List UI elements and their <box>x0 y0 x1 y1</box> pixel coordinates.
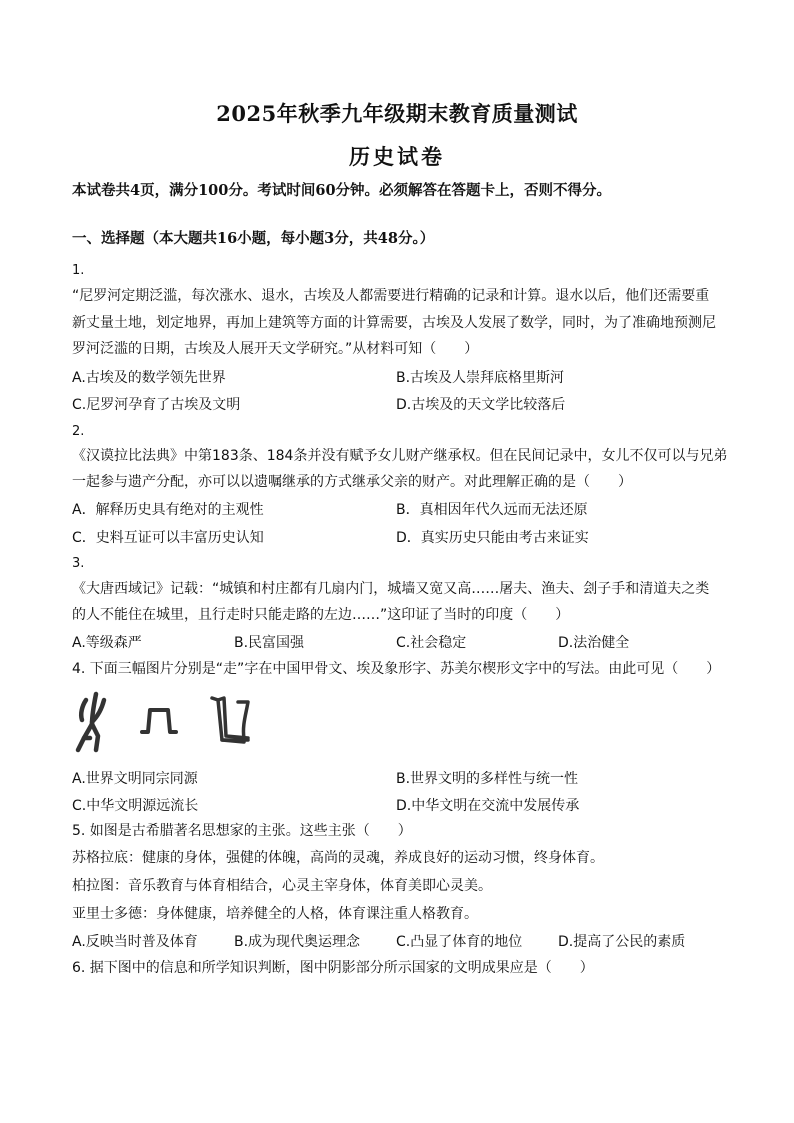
question-number: 1. <box>72 263 85 278</box>
option-a: A.世界文明同宗同源 <box>72 771 198 787</box>
question-text: 罗河泛滥的日期，古埃及人展开天文学研究。”从材料可知（ ） <box>72 341 479 357</box>
option-b: B.成为现代奥运理念 <box>234 934 361 950</box>
option-c: C.凸显了体育的地位 <box>396 934 523 950</box>
question-text: 的人不能住在城里，且行走时只能走路的左边……”这印证了当时的印度（ ） <box>72 607 570 623</box>
ancient-script-illustration <box>72 688 272 760</box>
question-text: 6. 据下图中的信息和所学知识判断，图中阴影部分所示国家的文明成果应是（ ） <box>72 960 594 976</box>
option-d: D．真实历史只能由考古来证实 <box>396 530 589 546</box>
quote-aristotle: 亚里士多德：身体健康，培养健全的人格，体育课注重人格教育。 <box>72 906 478 922</box>
question-text: 新丈量土地，划定地界，再加上建筑等方面的计算需要，古埃及人发展了数学，同时，为了准确地预测尼 <box>72 315 716 331</box>
option-d: D.提高了公民的素质 <box>558 934 686 950</box>
exam-subtitle: 历史试卷 <box>349 144 445 169</box>
option-d: D.中华文明在交流中发展传承 <box>396 798 580 814</box>
option-a: A.反映当时普及体育 <box>72 934 198 950</box>
option-a: A．解释历史具有绝对的主观性 <box>72 502 264 518</box>
section-heading: 一、选择题（本大题共16小题，每小题3分，共48分。） <box>72 230 435 247</box>
question-text: 一起参与遗产分配，亦可以以遗嘱继承的方式继承父亲的财产。对此理解正确的是（ ） <box>72 474 632 490</box>
option-b: B.世界文明的多样性与统一性 <box>396 771 579 787</box>
egyptian-glyph <box>142 710 176 732</box>
question-text: 《大唐西域记》记载：“城镇和村庄都有几扇内门，城墙又宽又高……屠夫、渔夫、刽子手和清道夫之类 <box>72 581 710 597</box>
option-b: B．真相因年代久远而无法还原 <box>396 502 588 518</box>
question-text: “尼罗河定期泛滥，每次涨水、退水，古埃及人都需要进行精确的记录和计算。退水以后，他们还需要重 <box>72 288 710 304</box>
option-c: C.社会稳定 <box>396 635 467 651</box>
option-b: B.古埃及人崇拜底格里斯河 <box>396 370 565 386</box>
option-a: A.古埃及的数学领先世界 <box>72 370 226 386</box>
option-c: C.尼罗河孕育了古埃及文明 <box>72 397 241 413</box>
option-b: B.民富国强 <box>234 635 305 651</box>
cuneiform-glyph <box>212 698 248 742</box>
question-number: 3. <box>72 556 85 571</box>
quote-socrates: 苏格拉底：健康的身体，强健的体魄，高尚的灵魂，养成良好的运动习惯，终身体育。 <box>72 850 604 866</box>
question-text: 《汉谟拉比法典》中第183条、184条并没有赋予女儿财产继承权。但在民间记录中，女儿不仅可以与兄弟 <box>72 448 728 464</box>
question-text: 4. 下面三幅图片分别是“走”字在中国甲骨文、埃及象形字、苏美尔楔形文字中的写法。由此可见（ ） <box>72 661 721 677</box>
quote-plato: 柏拉图：音乐教育与体育相结合，心灵主宰身体，体育美即心灵美。 <box>72 878 492 894</box>
question-text: 5. 如图是古希腊著名思想家的主张。这些主张（ ） <box>72 823 412 839</box>
exam-notice: 本试卷共4页，满分100分。考试时间60分钟。必须解答在答题卡上，否则不得分。 <box>72 182 612 199</box>
option-a: A.等级森严 <box>72 635 142 651</box>
question-number: 2. <box>72 424 85 439</box>
option-d: D.法治健全 <box>558 635 630 651</box>
option-c: C．史料互证可以丰富历史认知 <box>72 530 264 546</box>
option-c: C.中华文明源远流长 <box>72 798 199 814</box>
oracle-bone-glyph <box>78 694 104 750</box>
exam-title: 2025年秋季九年级期末教育质量测试 <box>216 101 578 126</box>
option-d: D.古埃及的天文学比较落后 <box>396 397 566 413</box>
